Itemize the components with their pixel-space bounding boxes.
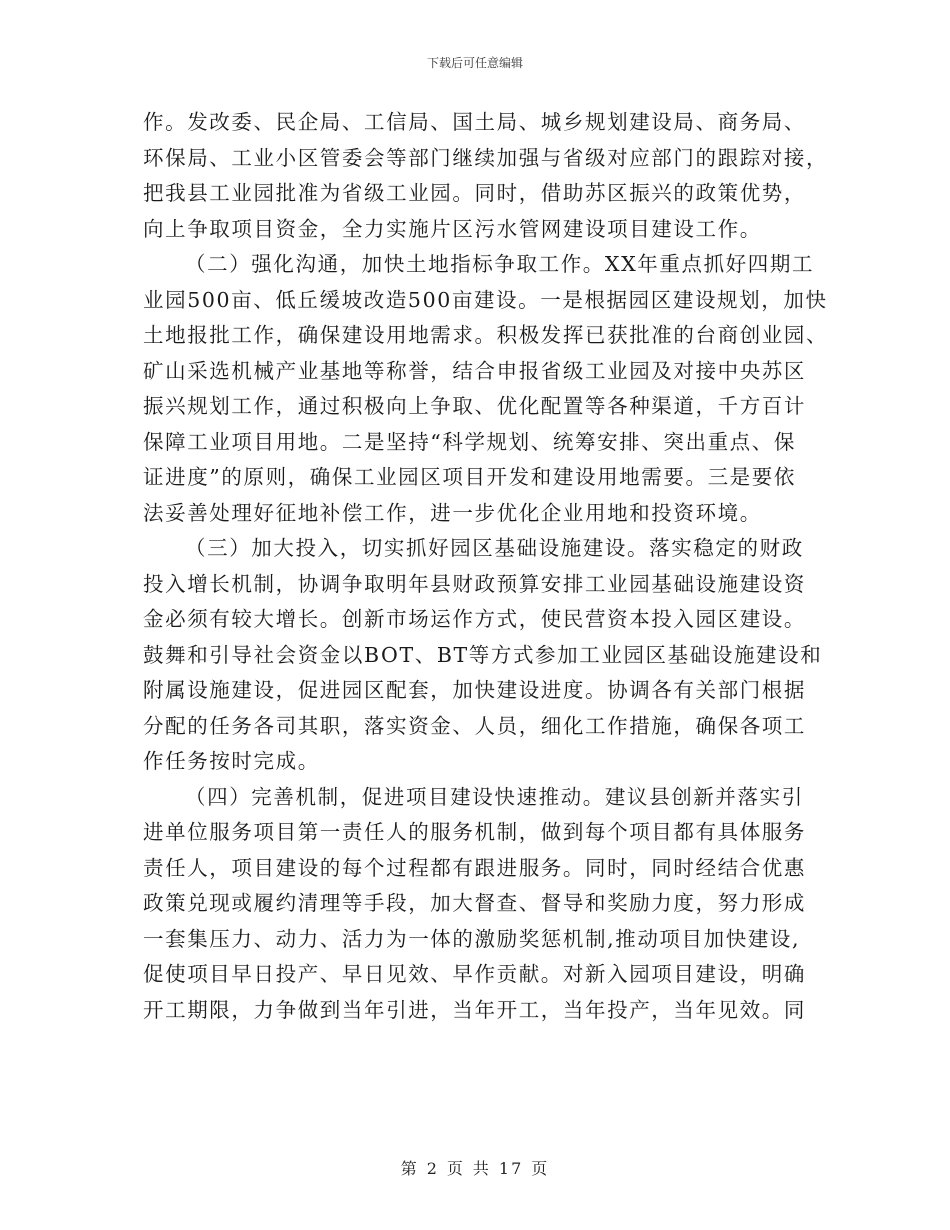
text-line: 政策兑现或履约清理等手段，加大督查、督导和奖励力度，努力形成 (143, 891, 806, 915)
text-line: 分配的任务各司其职，落实资金、人员，细化工作措施，确保各项工 (143, 713, 806, 738)
text-line: 促使项目早日投产、早日见效、早作贡献。对新入园项目建设，明确 (143, 962, 806, 986)
text-line: 金必须有较大增长。创新市场运作方式，使民营资本投入园区建设。 (143, 607, 806, 631)
text-line: 振兴规划工作，通过积极向上争取、优化配置等各种渠道，千方百计 (143, 394, 806, 418)
page-footer (0, 1156, 950, 1179)
paragraph-start-line: （四）完善机制，促进项目建设快速推动。建议县创新并落实引 (185, 784, 804, 809)
text-line: 进单位服务项目第一责任人的服务机制，做到每个项目都有具体服务 (143, 820, 806, 844)
text-line: 一套集压力、动力、活力为一体的激励奖惩机制,推动项目加快建设, (143, 926, 801, 951)
text-line: 作。发改委、民企局、工信局、国土局、城乡规划建设局、商务局、 (143, 110, 806, 134)
paragraph-start-line: （二）强化沟通，加快土地指标争取工作。XX年重点抓好四期工 (185, 252, 815, 276)
footer-page-number: 2 (426, 1159, 439, 1178)
text-line: 保障工业项目用地。二是坚持“科学规划、统筹安排、突出重点、保 (143, 429, 796, 454)
text-line: 把我县工业园批准为省级工业园。同时，借助苏区振兴的政策优势， (143, 181, 806, 205)
paragraph-start-line: （三）加大投入，切实抓好园区基础设施建设。落实稳定的财政 (185, 536, 804, 560)
text-line: 责任人，项目建设的每个过程都有跟进服务。同时，同时经结合优惠 (143, 855, 806, 880)
text-line: 矿山采选机械产业基地等称誉，结合申报省级工业园及对接中央苏区 (143, 358, 806, 383)
text-line: 作任务按时完成。 (143, 749, 320, 773)
text-line: 投入增长机制，协调争取明年县财政预算安排工业园基础设施建设资 (143, 571, 806, 596)
text-line: 业园500亩、低丘缓坡改造500亩建设。一是根据园区建设规划，加快 (143, 287, 828, 312)
page-header: 下载后可任意编辑 (426, 56, 523, 70)
footer-total-pages: 17 (498, 1159, 524, 1178)
text-line: 附属设施建设，促进园区配套，加快建设进度。协调各有关部门根据 (143, 678, 806, 702)
footer-total-prefix: 共 (472, 1159, 491, 1178)
footer-page-unit: 页 (446, 1159, 465, 1178)
text-line: 法妥善处理好征地补偿工作，进一步优化企业用地和投资环境。 (143, 500, 762, 525)
footer-prefix: 第 (400, 1159, 419, 1178)
text-line: 鼓舞和引导社会资金以BOT、BT等方式参加工业园区基础设施建设和 (143, 642, 823, 667)
text-line: 土地报批工作，确保建设用地需求。积极发挥已获批准的台商创业园、 (143, 323, 829, 347)
text-line: 向上争取项目资金，全力实施片区污水管网建设项目建设工作。 (143, 216, 762, 241)
text-line: 证进度”的原则，确保工业园区项目开发和建设用地需要。三是要依 (143, 465, 796, 489)
footer-total-unit: 页 (531, 1159, 550, 1178)
document-body (143, 105, 829, 1028)
text-line: 环保局、工业小区管委会等部门继续加强与省级对应部门的跟踪对接， (143, 145, 829, 170)
text-line: 开工期限，力争做到当年引进，当年开工，当年投产，当年见效。同 (143, 997, 806, 1022)
